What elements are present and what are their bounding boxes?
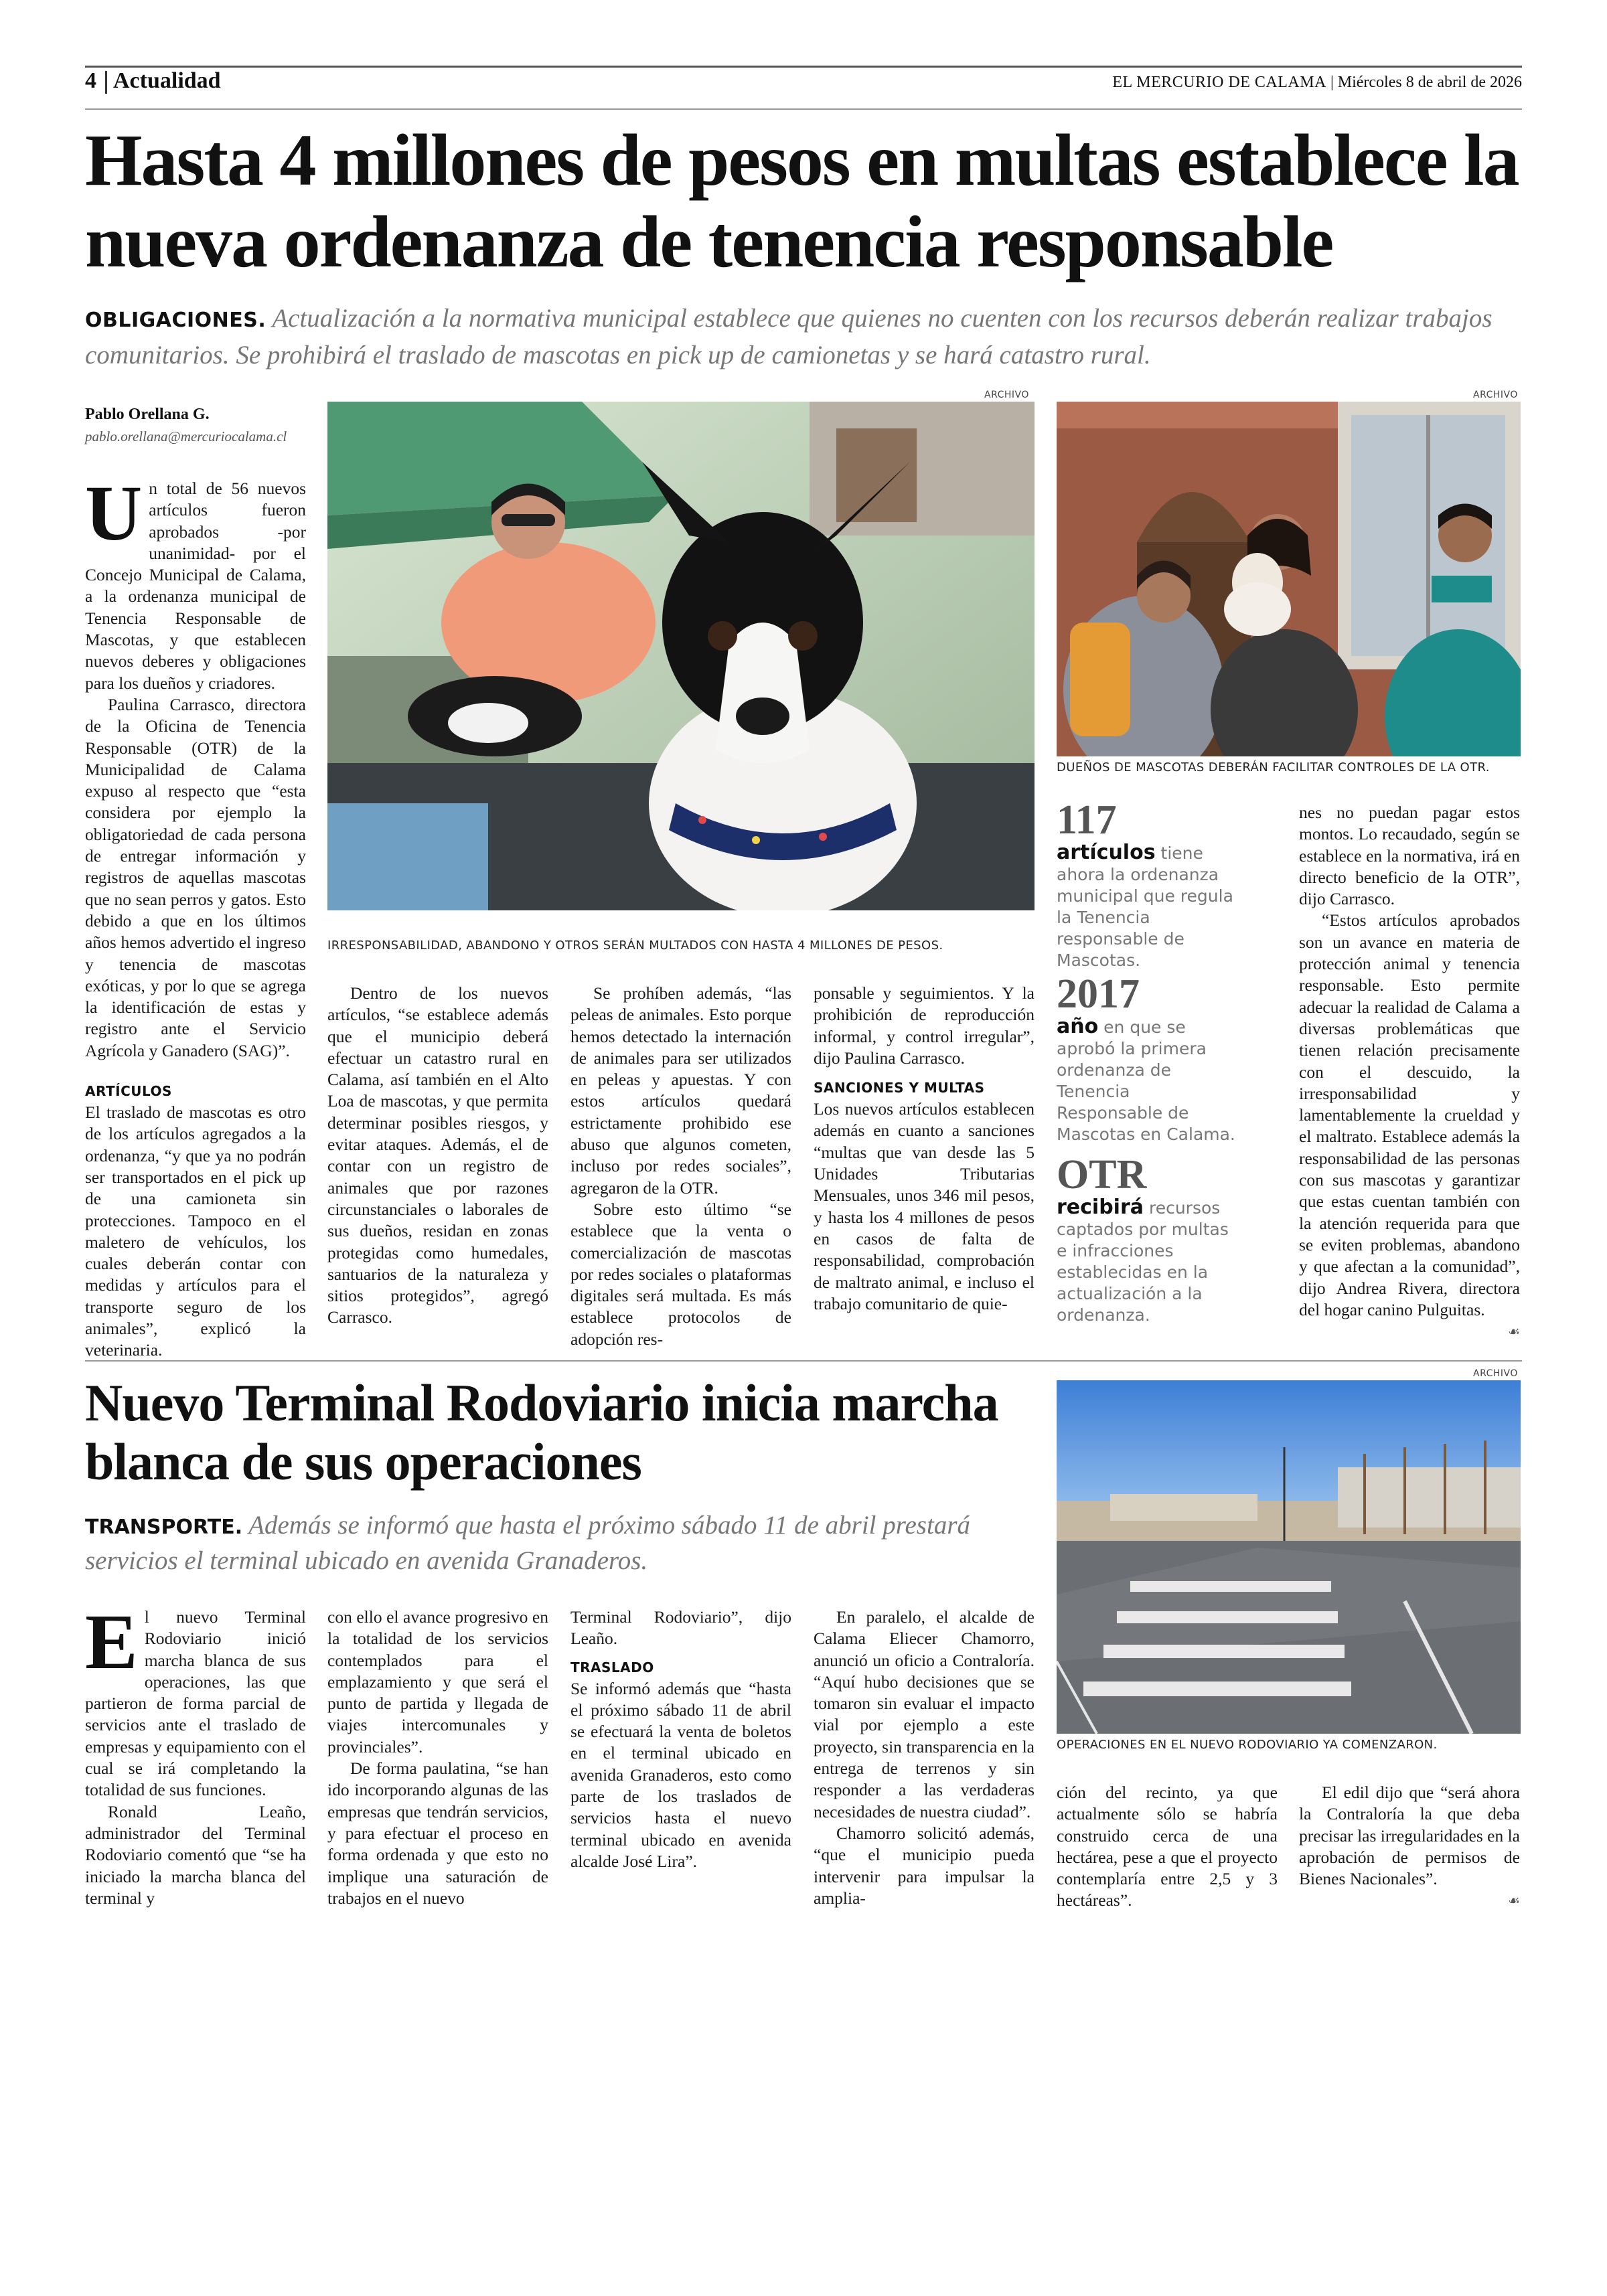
- end-mark-icon: ☙: [1508, 1323, 1520, 1340]
- fact-3-body: recursos captados por multas e infracciones establecidas en la actualización a la ordenanza.: [1057, 1198, 1229, 1325]
- fact-3-lead: recibirá: [1057, 1196, 1144, 1219]
- article1-col3-p1: Se prohíben además, “las peleas de animales. Esto porque hemos detectado la internación de animales para ser utilizados en peleas y apuestas. Y con estos artículos quedará estrictamente prohibido ese abuso que algunos cometen, incluso por redes sociales”, agregaron de la OTR.: [570, 983, 791, 1198]
- photo-terminal-illustration: [1057, 1380, 1521, 1734]
- article1-col1-p3: El traslado de mascotas es otro de los artículos agregados a la ordenanza, “y que ya no podrán ser transportados en el pick up de una camioneta sin protecciones. Tampoco en el maletero de vehículos, los cuales deberán contar con medidas y artículos para el transporte seguro de los animales”, explicó la veterinaria.: [85, 1102, 306, 1360]
- fact-1-body: tiene ahora la ordenanza municipal que regula la Tenencia responsable de Mascotas.: [1057, 843, 1233, 970]
- article2-col2-p2: De forma paulatina, “se han ido incorporando algunas de las empresas que tendrán servicios, y para efectuar el proceso en forma ordenada y que esto no implique una saturación de trabajos en el nuevo: [327, 1758, 548, 1908]
- second-deck-kicker: TRANSPORTE.: [85, 1515, 243, 1539]
- article1-column-3: [570, 983, 791, 1350]
- photo-owners: [1057, 402, 1521, 756]
- article2-col1-p2: Ronald Leaño, administrador del Terminal Rodoviario comentó que “se ha iniciado la marcha blanca del terminal y: [85, 1801, 306, 1908]
- article1-col4-p2: Los nuevos artículos establecen además en cuanto a sanciones “multas que van desde las 5 Unidades Tributarias Mensuales, unos 346 mil pesos, y hasta los 4 millones de pesos en casos de falta de responsabilidad, comprobación de maltrato animal, e incluso el trabajo comunitario de quie-: [814, 1099, 1035, 1313]
- article1-col1-lead: [85, 469, 306, 694]
- article1-column-1: [85, 469, 306, 1362]
- article1-col6-p2: “Estos artículos aprobados son un avance en materia de protección animal y tenencia responsable. Esto permite adecuar la realidad de Calama a diversas problemáticas que tienen relación precisamente con el descuido, la irresponsabilidad y lamentablemente la crueldad y el maltrato. Establece además la responsabilidad de las personas con sus mascotas y garantizar que estas cuentan también con la atención requerida para que se eviten problemas, abandono y que afectan a la comunidad”, dijo Andrea Rivera, directora del hogar canino Pulguitas.: [1299, 910, 1520, 1319]
- article1-col4-p1: ponsable y seguimientos. Y la prohibición de reproducción informal, y control irregular”, dijo Paulina Carrasco.: [814, 983, 1035, 1068]
- photo2-credit: ARCHIVO: [1473, 390, 1518, 400]
- fact-2-text: [1057, 1016, 1237, 1145]
- photo3-caption: OPERACIONES EN EL NUEVO RODOVIARIO YA COMENZARON.: [1057, 1738, 1438, 1752]
- article2-col4-p1: En paralelo, el alcalde de Calama Eliecer Chamorro, anunció un oficio a Contraloría. “Aquí hubo decisiones que se tomaron sin evaluar el impacto vial por ejemplo a este proyecto, sin transparencia en la entrega de terrenos y sin responder a las verdaderas necesidades de nuestra ciudad”.: [814, 1607, 1035, 1821]
- article1-column-6: [1299, 802, 1520, 1342]
- article2-col6-p1: El edil dijo que “será ahora la Contraloría la que deba precisar las irregularidades en la aprobación de permisos de Bienes Nacionales”.: [1299, 1783, 1520, 1889]
- subhead-sanciones: SANCIONES Y MULTAS: [814, 1080, 985, 1096]
- dropcap-e: E: [85, 1598, 138, 1686]
- issue-date: Miércoles 8 de abril de 2026: [1337, 74, 1522, 91]
- article2-col4-p2: Chamorro solicitó además, “que el municipio pueda intervenir para impulsar la amplia-: [814, 1823, 1035, 1908]
- fact-box-3: [1057, 1153, 1237, 1326]
- article-divider: [85, 1360, 1522, 1362]
- fact-box-1: [1057, 798, 1237, 971]
- fact-3-number: OTR: [1057, 1152, 1147, 1198]
- dropcap-u: U: [85, 469, 143, 557]
- article1-col3-p2: Sobre esto último “se establece que la venta o comercialización de mascotas por redes sociales o plataformas digitales será multada. Es más establece protocolos de adopción res-: [570, 1199, 791, 1349]
- fact-box-2: [1057, 972, 1237, 1145]
- article2-col1-lead: [85, 1598, 306, 1801]
- article2-col3-p2: Se informó además que “hasta el próximo sábado 11 de abril se efectuará la venta de boletos en el terminal ubicado en avenida Granaderos, esto como parte de los traslados de servicios hasta el nuevo terminal ubicado en avenida alcalde José Lira”.: [570, 1678, 791, 1871]
- article1-column-4: [814, 983, 1035, 1315]
- second-deck: [85, 1509, 1056, 1578]
- photo-owners-illustration: [1057, 402, 1521, 756]
- article2-col5-p1: ción del recinto, ya que actualmente sólo se habría construido cerca de una hectárea, pese a que el proyecto contemplaría entre 2,5 y 3 hectáreas”.: [1057, 1783, 1278, 1910]
- article1-col1-p2: Paulina Carrasco, directora de la Oficina de Tenencia Responsable (OTR) de la Municipalidad de Calama expuso al respecto que “esta considera por ejemplo la obligatoriedad de cada persona de entregar información y registros de aquellas mascotas que no sean perros y gatos. Esto debido a que en los últimos años hemos advertido el ingreso y tenencia de mascotas exóticas, y por lo que se agrega la identificación de estas y registro ante el Servicio Agrícola y Ganadero (SAG)”.: [85, 694, 306, 1060]
- fact-2-lead: año: [1057, 1015, 1099, 1038]
- main-deck: [85, 301, 1522, 373]
- deck-kicker: OBLIGACIONES.: [85, 309, 266, 332]
- fact-2-body: en que se aprobó la primera ordenanza de Tenencia Responsable de Mascotas en Calama.: [1057, 1017, 1235, 1144]
- article2-column-1: [85, 1598, 306, 1909]
- author-email[interactable]: pablo.orellana@mercuriocalama.cl: [85, 428, 287, 444]
- article1-col2-p1: Dentro de los nuevos artículos, “se establece además que el municipio deberá efectuar un catastro rural en Calama, así también en el Alto Loa de mascotas, y que permita determinar posibles riesgos, y evitar ataques. Además, el de contar con un registro de animales que por razones circunstanciales o laborales de sus dueños, residan en zonas protegidas como humedales, santuarios de la naturaleza y sitios protegidos”, agregó Carrasco.: [327, 983, 548, 1327]
- photo-dog-illustration: [327, 402, 1035, 910]
- header-rule: [85, 108, 1522, 110]
- fact-2-number: 2017: [1057, 971, 1140, 1017]
- author-name: Pablo Orellana G.: [85, 406, 210, 423]
- article2-col3-p1: Terminal Rodoviario”, dijo Leaño.: [570, 1607, 791, 1649]
- fact-1-number: 117: [1057, 797, 1117, 843]
- photo2-caption: DUEÑOS DE MASCOTAS DEBERÁN FACILITAR CONTROLES DE LA OTR.: [1057, 760, 1490, 774]
- second-deck-text: Además se informó que hasta el próximo sábado 11 de abril prestará servicios el terminal ubicado en avenida Granaderos.: [85, 1511, 970, 1575]
- article1-col1-p1: n total de 56 nuevos artículos fueron aprobados -por unanimidad- por el Concejo Municipal de Calama, a la ordenanza municipal de Tenencia Responsable de Mascotas, y que establecen nuevos deberes y obligaciones para los dueños y criadores.: [85, 479, 306, 693]
- photo3-credit: ARCHIVO: [1473, 1368, 1518, 1379]
- article2-col1-p1: l nuevo Terminal Rodoviario inició marcha blanca de sus operaciones, las que partieron de forma parcial de servicios ante el traslado de empresas y equipamiento con el cual se irá completando la totalidad de sus funciones.: [85, 1607, 306, 1800]
- paper-name: EL MERCURIO DE CALAMA: [1112, 74, 1326, 91]
- second-headline: Nuevo Terminal Rodoviario inicia marcha blanca de sus operaciones: [85, 1374, 998, 1491]
- fact-1-lead: artículos: [1057, 841, 1156, 864]
- photo1-credit: ARCHIVO: [984, 390, 1029, 400]
- top-rule: [85, 66, 1522, 68]
- article2-column-4: [814, 1607, 1035, 1909]
- photo-terminal: [1057, 1380, 1521, 1734]
- photo1-caption: IRRESPONSABILIDAD, ABANDONO Y OTROS SERÁN MULTADOS CON HASTA 4 MILLONES DE PESOS.: [327, 938, 943, 953]
- photo-dog: [327, 402, 1035, 910]
- article2-column-2: [327, 1607, 548, 1909]
- deck-text: Actualización a la normativa municipal establece que quienes no cuenten con los recursos deberán realizar trabajos comunitarios. Se prohibirá el traslado de mascotas en pick up de camionetas y se hará catastro rural.: [85, 304, 1493, 370]
- subhead-articulos: ARTÍCULOS: [85, 1083, 172, 1100]
- article2-col2-p1: con ello el avance progresivo en la totalidad de los servicios contemplados para el emplazamiento y que será el punto de partida y llegada de viajes intercomunales y provinciales”.: [327, 1607, 548, 1756]
- page-header: [85, 68, 1522, 102]
- subhead-traslado: TRASLADO: [570, 1659, 654, 1675]
- article2-column-6: [1299, 1782, 1520, 1912]
- article1-col6-p1: nes no puedan pagar estos montos. Lo recaudado, según se establece en la normativa, irá en directo beneficio de la OTR”, dijo Carrasco.: [1299, 803, 1520, 909]
- article1-column-2: [327, 983, 548, 1329]
- article2-column-3: [570, 1607, 791, 1872]
- fact-1-text: [1057, 842, 1237, 971]
- header-separator: [105, 71, 107, 94]
- paper-dateline: EL MERCURIO DE CALAMA | Miércoles 8 de abril de 2026: [1112, 74, 1522, 91]
- section-name: Actualidad: [113, 68, 221, 93]
- end-mark-icon-2: ☙: [1508, 1892, 1520, 1909]
- page-number: 4: [85, 68, 96, 93]
- main-headline: Hasta 4 millones de pesos en multas establece la nueva ordenanza de tenencia responsable: [85, 119, 1519, 282]
- article2-column-5: [1057, 1782, 1278, 1912]
- fact-3-text: [1057, 1197, 1237, 1326]
